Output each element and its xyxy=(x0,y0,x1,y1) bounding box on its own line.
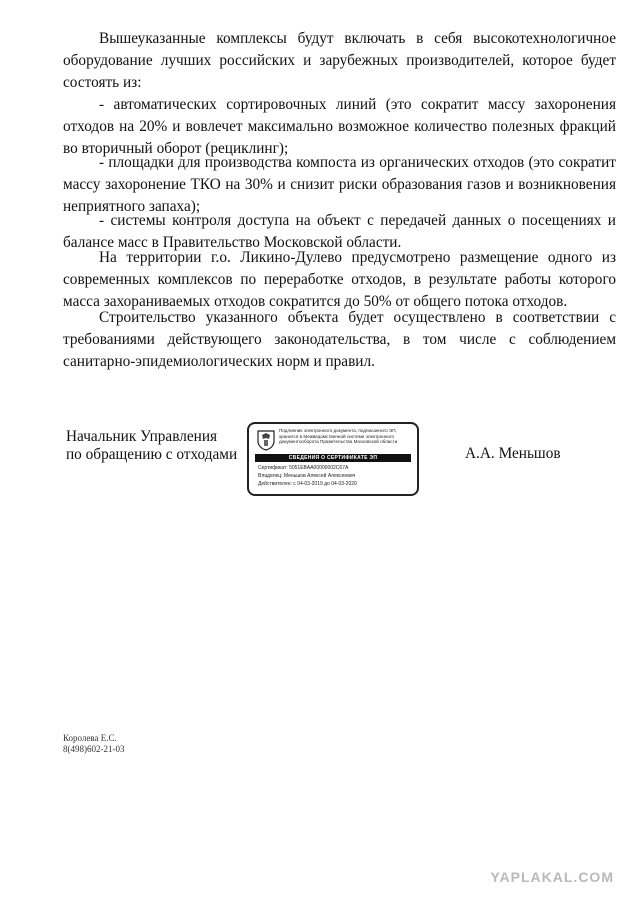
signatory-name: А.А. Меньшов xyxy=(465,445,561,462)
footer-phone: 8(498)602-21-03 xyxy=(63,744,125,754)
signatory-position-line1: Начальник Управления xyxy=(66,428,218,445)
stamp-certificate-bar: СВЕДЕНИЯ О СЕРТИФИКАТЕ ЭП xyxy=(255,454,411,462)
paragraph-access-control-text: - системы контроля доступа на объект с передачей данных о посещениях и балансе масс в Правительство Московской области. xyxy=(63,212,616,251)
stamp-certificate-validity: Действителен: с 04-03-2019 до 04-03-2020 xyxy=(258,481,357,487)
site-watermark: YAPLAKAL.COM xyxy=(490,869,614,885)
paragraph-intro-text: Вышеуказанные комплексы будут включать в себя высокотехнологичное оборудование лучших российских и зарубежных производителей, которое будет состоять из: xyxy=(63,30,616,91)
paragraph-intro xyxy=(63,28,616,94)
document-footer xyxy=(63,733,125,755)
stamp-certificate-number: Сертификат: 5051EBAA00000002C67A xyxy=(258,465,349,471)
paragraph-compost xyxy=(63,152,616,218)
paragraph-construction xyxy=(63,307,616,373)
signatory-position-line2: по обращению с отходами xyxy=(66,446,238,463)
stamp-certificate-owner: Владелец: Меньшов Алексей Алексеевич xyxy=(258,473,356,479)
paragraph-likino-dulevo xyxy=(63,247,616,313)
electronic-signature-stamp xyxy=(247,422,419,496)
signatory-position xyxy=(66,428,237,464)
footer-author: Королева Е.С. xyxy=(63,733,117,743)
paragraph-construction-text: Строительство указанного объекта будет осуществлено в соответствии с требованиями действующего законодательства, в том числе с соблюдением санитарно-эпидемиологических норм и правил. xyxy=(63,309,616,370)
paragraph-compost-text: - площадки для производства компоста из органических отходов (это сократит массу захоронение ТКО на 30% и снизит риски образования газов и возникновения неприятного запаха); xyxy=(63,154,616,215)
paragraph-likino-dulevo-text: На территории г.о. Ликино-Дулево предусмотрено размещение одного из современных комплексов по переработке отходов, в результате работы которого масса захораниваемых отходов сократится до 50% от общего потока отходов. xyxy=(63,249,616,310)
stamp-header: Подлинник электронного документа, подписанного ЭП, хранится в Межведомственной системе электронного документооборота Правительства Московской области xyxy=(279,428,398,445)
coat-of-arms-icon xyxy=(256,429,276,451)
paragraph-sorting-lines xyxy=(63,94,616,160)
paragraph-sorting-lines-text: - автоматических сортировочных линий (это сократит массу захоронения отходов на 20% и вовлечет максимально возможное количество полезных фракций во вторичный оборот (рециклинг); xyxy=(63,96,616,157)
